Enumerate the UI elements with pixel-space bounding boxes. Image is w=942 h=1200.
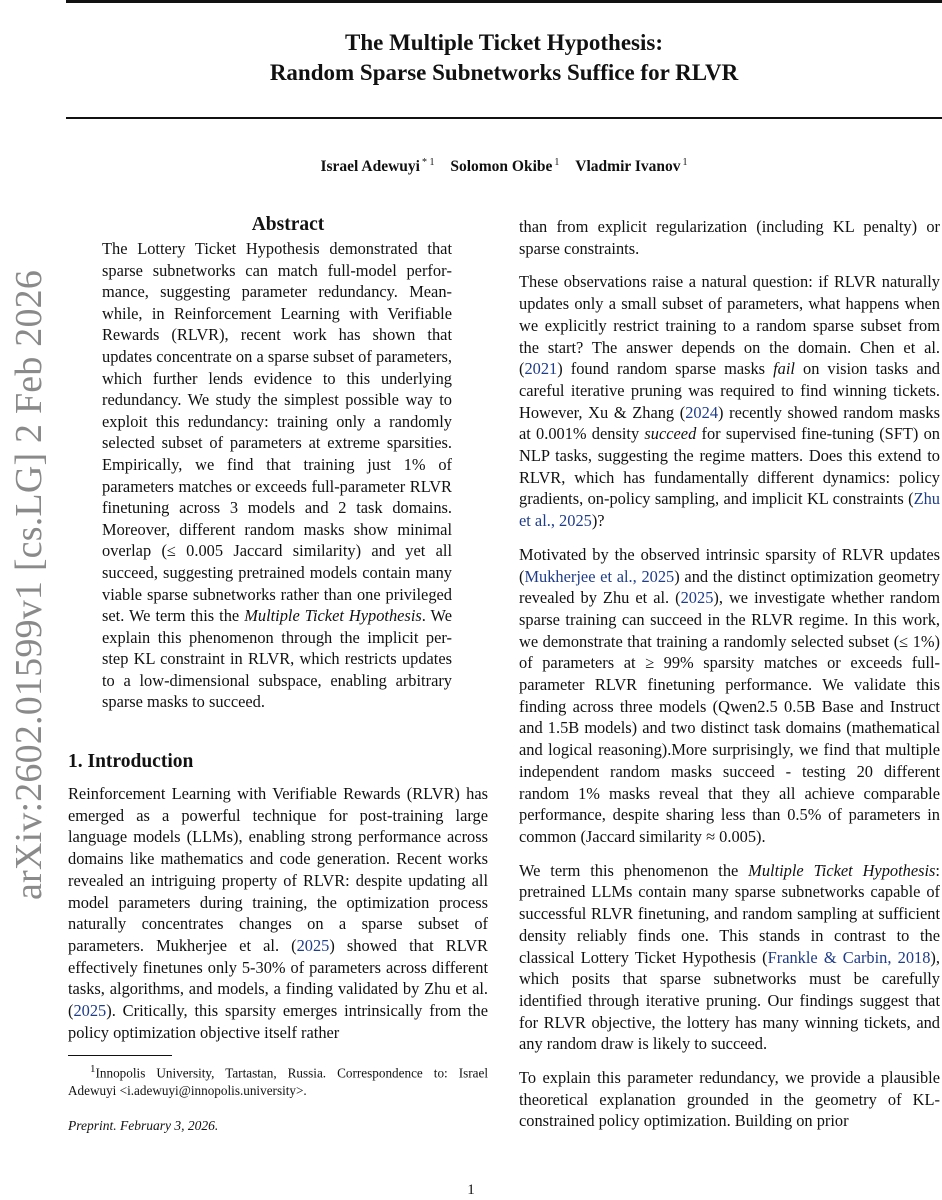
citation-link[interactable]: 2025: [73, 1001, 107, 1021]
citation-link[interactable]: 2024: [685, 402, 719, 422]
author: Solomon Okibe $^1$: [450, 157, 560, 176]
intro-paragraph-2: These observations raise a natural question: if RLVR naturally updates only a small subset of parameters, what happens when we explicitly restrict training to a random sparse subset from the start? The answer depends on the domain. Chen et al. (2021) found random sparse masks fail on vision tasks and careful iterative pruning was required to find winning tickets. However, Xu & Zhang (2024) recently showed random masks at 0.001% density succeed for supervised fine-tuning (SFT) on NLP tasks, suggesting the regime matters. Does this extend to RLVR, which has fundamentally different dynamics: policy gradients, on-policy sampling, and implicit KL constraints (Zhu et al., 2025)?: [519, 272, 940, 531]
section-heading-introduction: 1. Introduction: [68, 751, 194, 773]
citation-link[interactable]: 2025: [296, 935, 330, 955]
abstract-heading: Abstract: [251, 214, 325, 235]
intro-paragraph-1-continued: than from explicit regularization (including KL penalty) or sparse constraints.: [519, 217, 940, 258]
citation-link[interactable]: Zhu et al., 2025: [519, 489, 940, 531]
citation-link[interactable]: Frankle & Carbin, 2018: [767, 947, 931, 967]
citation-link[interactable]: 2021: [524, 359, 558, 379]
intro-paragraph-5: To explain this parameter redundancy, we provide a plausible theoretical explanation grounded in the geometry of KL-constrained policy optimization. Building on prior: [519, 1068, 940, 1131]
intro-paragraph-1: Reinforcement Learning with Verifiable Rewards (RLVR) has emerged as a powerful technique for post-training large language models (LLMs), enabling strong performance across domains like mathematics and code generation. Recent works revealed an intriguing property of RLVR: despite updating all model parameters during training, the optimization process naturally concentrates changes on a sparse subset of parameters. Mukherjee et al. (2025) showed that RLVR effectively finetunes only 5-30% of parameters across different tasks, algorithms, and models, a finding validated by Zhu et al. (2025). Critically, this sparsity emerges intrinsically from the policy optimization objective itself rather: [68, 784, 488, 1042]
footnote-rule: [68, 1055, 172, 1056]
title-top-rule: [66, 0, 942, 3]
author: Israel Adewuyi $^{* 1}$: [320, 157, 435, 176]
preprint-date: Preprint. February 3, 2026.: [68, 1117, 219, 1133]
author: Vladmir Ivanov $^1$: [575, 157, 688, 176]
citation-link[interactable]: 2025: [680, 588, 714, 608]
footnote: $^1$Innopolis University, Tartastan, Russia. Correspondence to: Israel Adewuyi <i.adewuyi@innopolis.university>.: [68, 1062, 488, 1098]
left-column: [68, 214, 488, 1134]
intro-paragraph-3: Motivated by the observed intrinsic sparsity of RLVR updates (Mukherjee et al., 2025) and the distinct optimization geometry revealed by Zhu et al. (2025), we investigate whether random sparse training can succeed in the RLVR regime. In this work, we demonstrate that training a randomly selected subset (≤ 1%) of parameters at ≥ 99% sparsity matches or exceeds full-parameter RLVR finetuning performance. We validate this finding across three models (Qwen2.5 0.5B Base and Instruct and 1.5B models) and two distinct task domains (mathematical and logical reasoning).More surprisingly, we find that multiple independent random masks succeed - testing 20 different random 1% masks reveal that they all achieve comparable performance, despite sharing less than 0.5% of parameters in common (Jaccard similarity ≈ 0.005).: [519, 544, 940, 846]
title-bottom-rule: [66, 117, 942, 119]
page-number: 1: [467, 1182, 475, 1198]
abstract-text: The Lottery Ticket Hypothesis demonstrated that sparse subnetworks can match full-model performance, suggesting parameter redundancy. Meanwhile, in Reinforcement Learning with Verifiable Rewards (RLVR), recent work has shown that updates concentrate on a sparse subset of parameters, which further lends evidence to this underlying redundancy. We study the simplest possible way to exploit this redundancy: training only a randomly selected subset of parameters at extreme sparsities. Empirically, we find that training just 1% of parameters matches or exceeds full-parameter RLVR finetuning across 3 models and 2 task domains. Moreover, different random masks show minimal overlap (≤ 0.005 Jaccard similarity) and yet all succeed, suggesting pretrained models contain many viable sparse subnetworks rather than one privileged set. We term this the Multiple Ticket Hypothesis. We explain this phenomenon through the implicit per-step KL constraint in RLVR, which restricts updates to a low-dimensional subspace, enabling arbitrary sparse masks to succeed.: [102, 239, 452, 712]
title-line-2: Random Sparse Subnetworks Suffice for RLVR: [269, 60, 739, 85]
intro-paragraph-4: We term this phenomenon the Multiple Ticket Hypothesis: pretrained LLMs contain many sparse subnetworks capable of successful RLVR finetuning, and random sampling at sufficient density reliably finds one. This stands in contrast to the classical Lottery Ticket Hypothesis (Frankle & Carbin, 2018), which posits that sparse subnetworks must be carefully identified through iterative pruning. Our findings suggest that for RLVR objective, the lottery has many winning tickets, and any random draw is likely to succeed.: [519, 860, 940, 1054]
arxiv-identifier-stamp: [4, 270, 54, 900]
paper-title: [66, 28, 942, 88]
title-line-1: The Multiple Ticket Hypothesis:: [345, 30, 663, 55]
author-list: [66, 157, 942, 176]
arxiv-stamp-text: arXiv:2602.01599v1 [cs.LG] 2 Feb 2026: [8, 269, 50, 901]
right-column: [519, 216, 940, 1144]
citation-link[interactable]: Mukherjee et al., 2025: [524, 566, 675, 586]
